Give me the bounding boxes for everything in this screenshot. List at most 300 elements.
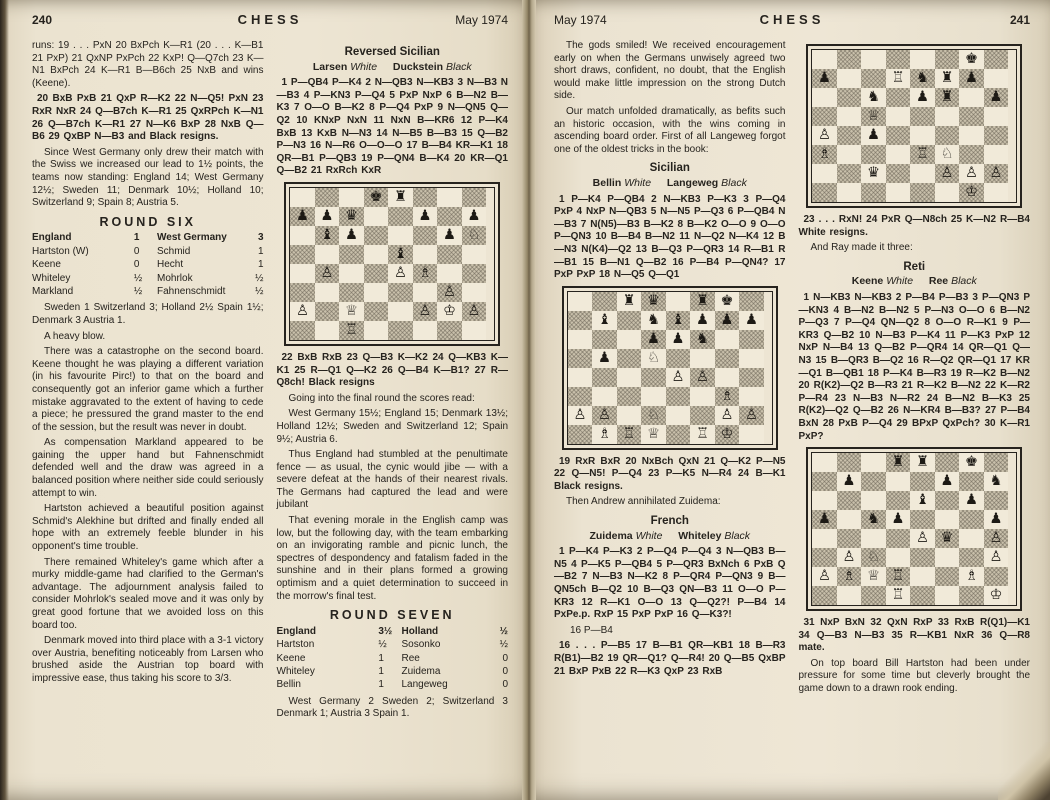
chess-piece: ♙ <box>462 302 487 321</box>
score-value: 1 <box>378 679 384 691</box>
chess-square <box>837 586 862 605</box>
chess-square <box>861 145 886 164</box>
book-spine-edge <box>0 0 9 800</box>
chess-piece: ♞ <box>861 510 886 529</box>
chess-square <box>984 107 1009 126</box>
chess-piece: ♙ <box>568 406 593 425</box>
chess-square <box>886 183 911 202</box>
chess-square <box>910 548 935 567</box>
page-number: 241 <box>1009 13 1030 27</box>
chess-piece: ♙ <box>837 548 862 567</box>
player-name: Hecht <box>157 259 184 271</box>
chess-square <box>617 406 642 425</box>
chess-piece: ♟ <box>462 207 487 226</box>
game-opening-title: Reti <box>903 260 926 273</box>
chess-piece: ♙ <box>812 126 837 145</box>
chess-square <box>837 453 862 472</box>
round-six-heading: ROUND SIX <box>99 214 196 229</box>
chess-square <box>984 50 1009 69</box>
chess-square <box>959 145 984 164</box>
score-value: 0 <box>502 666 508 678</box>
score-row <box>32 258 264 271</box>
paragraph: Since West Germany only drew their match with the Swiss we increased our lead to 1½ points, the teams now standing: England 14; West Germany 12½; Sweden 11; Denmark 10½; Holland 10; Switzerland 9; Spain 8; Austria 5. <box>32 146 264 209</box>
chess-piece: ♞ <box>984 472 1009 491</box>
game-moves: 1 P—QB4 P—K4 2 N—QB3 N—KB3 3 N—B3 N—B3 4 P—KN3 P—Q4 5 PxP NxP 6 B—N2 B—K3 7 O—O B—K2 8 P—Q4 PxP 9 N—QN5 Q—Q2 10 KNxP NxN 11 NxN B—KR6 12 P—K4 BxB 13 KxB N—N3 14 N—B5 B—B3 15 Q—B2 P—N3 16 N—R6 O—O—O 17 B—B4 KR—K1 18 QR—B1 P—QB3 19 P—QN4 B—K4 20 KR—Q1 Q—B2 21 RxRch KxR <box>276 77 508 177</box>
chess-square <box>935 453 960 472</box>
chess-square <box>568 330 593 349</box>
white-label: White <box>635 529 663 542</box>
player-name: Whiteley <box>32 272 71 284</box>
white-label: White <box>350 60 378 73</box>
black-player: Langeweg <box>666 176 719 189</box>
paragraph: And Ray made it three: <box>810 242 913 254</box>
chess-square <box>910 183 935 202</box>
score-value: 0 <box>133 245 140 257</box>
chess-square <box>437 207 462 226</box>
chess-square <box>861 586 886 605</box>
chess-square <box>315 283 340 302</box>
chess-square <box>715 330 740 349</box>
chess-square <box>812 88 837 107</box>
chess-square <box>959 586 984 605</box>
chess-piece: ♖ <box>690 425 715 444</box>
chess-piece: ♙ <box>715 406 740 425</box>
chess-piece: ♖ <box>886 567 911 586</box>
white-label: White <box>886 275 914 288</box>
chess-piece: ♙ <box>592 406 617 425</box>
game-moves: 1 P—K4 P—K3 2 P—Q4 P—Q4 3 N—QB3 B—N5 4 P—K5 P—QB4 5 P—QR3 BxNch 6 PxB Q—B2 7 N—B3 N—K2 8 P—QR4 P—QN3 9 B—QN5ch B—Q2 10 B—Q3 QN—B3 11 O—O P—KR3 12 R—K1 O—O 13 Q—Q2?! P—B4 14 PxPe.p. RxP 15 PxP PxP 16 Q—K3?! <box>554 546 786 621</box>
white-player: Bellin <box>592 176 622 189</box>
chess-piece: ♜ <box>886 453 911 472</box>
chess-piece: ♔ <box>715 425 740 444</box>
chess-piece: ♝ <box>315 226 340 245</box>
chess-square <box>984 453 1009 472</box>
chess-piece: ♙ <box>413 302 438 321</box>
player-name: England <box>276 625 316 637</box>
chess-board <box>568 292 772 444</box>
chess-square <box>886 107 911 126</box>
player-name: Holland <box>401 625 439 637</box>
chess-square <box>910 107 935 126</box>
score-value: 1 <box>133 232 140 244</box>
score-row <box>32 285 264 298</box>
chess-square <box>886 548 911 567</box>
chess-square <box>339 283 364 302</box>
chess-piece: ♙ <box>959 164 984 183</box>
game-opening-title: Reversed Sicilian <box>344 46 440 58</box>
chess-square <box>315 302 340 321</box>
chess-square <box>339 245 364 264</box>
black-label: Black <box>724 529 751 542</box>
score-value: 3 <box>257 232 264 244</box>
chess-square <box>837 529 862 548</box>
score-value: 0 <box>502 652 508 664</box>
chess-square <box>413 188 438 207</box>
chess-square <box>290 245 315 264</box>
chess-piece: ♕ <box>339 302 364 321</box>
chess-square <box>959 510 984 529</box>
round-six-table <box>32 231 264 298</box>
paragraph: Going into the final round the scores read: <box>288 392 475 404</box>
paragraph: West Germany 2 Sweden 2; Switzerland 3 Denmark 1; Austria 3 Spain 1. <box>276 695 508 720</box>
chess-square <box>910 164 935 183</box>
chess-piece: ♜ <box>910 453 935 472</box>
chess-square <box>861 529 886 548</box>
chess-piece: ♜ <box>935 88 960 107</box>
chess-piece: ♖ <box>910 145 935 164</box>
chess-piece: ♟ <box>690 311 715 330</box>
chess-square <box>812 50 837 69</box>
chess-square <box>641 368 666 387</box>
chess-square <box>364 264 389 283</box>
chess-piece: ♟ <box>290 207 315 226</box>
chess-square <box>568 387 593 406</box>
chess-square <box>715 349 740 368</box>
game-moves: 1 N—KB3 N—KB3 2 P—B4 P—B3 3 P—QN3 P—KN3 4 B—N2 B—N2 5 P—N3 O—O 6 B—N2 P—Q3 7 P—Q4 QN—Q2 8 O—O R—K1 9 P—KR3 Q—B2 10 N—B3 P—K4 11 P—K3 PxP 12 NxP N—B4 13 Q—B2 P—QR4 14 QR—Q1 Q—N3 15 B—QR3 B—Q2 16 R—Q2 QR—Q1 17 KR—Q1 B—QB1 18 P—K4 B—R3 19 R—K2 B—N2 20 R(K2)—Q2 B—R3 21 R—K2 B—N2 22 K—R2 P—R4 23 N—B3 N—R2 24 B—N2 B—K3 25 R(K2)—Q2 Q—B2 26 N—KR4 B—B3? 27 P—B4 BxN 28 PxB P—Q4 29 BPxP QxPch? 30 K—R1 PxP? <box>798 291 1030 442</box>
chess-square <box>886 529 911 548</box>
chess-square <box>462 245 487 264</box>
chess-square <box>666 406 691 425</box>
chess-square <box>462 283 487 302</box>
paragraph: runs: 19 . . . PxN 20 BxPch K—R1 (20 . . . K—B1 21 PxP) 21 QxNP PxPch 22 KxP! Q—Q7ch 23 K—N1 BxPch 24 K—R1 B—B6ch 25 NxB and wins (Keene). <box>32 40 264 89</box>
chess-piece: ♗ <box>413 264 438 283</box>
score-value: ½ <box>133 272 143 284</box>
chess-piece: ♗ <box>592 425 617 444</box>
chess-square <box>886 145 911 164</box>
chess-square <box>812 548 837 567</box>
page-columns <box>32 40 508 724</box>
page-gutter <box>522 0 536 800</box>
chess-piece: ♟ <box>959 491 984 510</box>
page-240 <box>0 0 522 800</box>
chess-piece: ♜ <box>617 292 642 311</box>
paragraph: On top board Bill Hartston had been under pressure for some time but cleverly brought the game down to a drawn rook ending. <box>798 657 1030 695</box>
chess-square <box>812 491 837 510</box>
chess-square <box>910 510 935 529</box>
score-value: 0 <box>502 679 508 691</box>
game-players <box>277 61 509 74</box>
chess-square <box>388 321 413 340</box>
game-players <box>554 530 786 543</box>
chess-piece: ♞ <box>690 330 715 349</box>
paragraph: Thus England had stumbled at the penultimate fence — as usual, the cynic would jibe — with a severe defeat at the hands of their nearest rivals. The Germans had captured the lead and were jubilant <box>276 449 508 511</box>
page-header <box>554 12 1030 27</box>
chess-square <box>364 283 389 302</box>
page-columns <box>554 40 1030 699</box>
score-value: ½ <box>499 639 508 651</box>
chess-square <box>617 349 642 368</box>
chess-square <box>910 567 935 586</box>
paragraph: West Germany 15½; England 15; Denmark 13½; Holland 12½; Sweden and Switzerland 12; Spain 9½; Austria 6. <box>276 408 508 445</box>
chess-piece: ♖ <box>339 321 364 340</box>
chess-square <box>437 321 462 340</box>
player-name: Bellin <box>276 679 301 691</box>
chess-square <box>935 126 960 145</box>
round-seven-heading: ROUND SEVEN <box>329 608 455 623</box>
chess-square <box>641 387 666 406</box>
score-value: ½ <box>378 639 387 651</box>
chess-square <box>886 50 911 69</box>
chess-piece: ♔ <box>959 183 984 202</box>
score-value: 0 <box>133 259 140 271</box>
round-seven-table <box>277 625 509 692</box>
black-label: Black <box>445 60 472 73</box>
chess-square <box>290 264 315 283</box>
score-row <box>277 678 509 691</box>
chess-piece: ♕ <box>861 567 886 586</box>
chess-square <box>568 368 593 387</box>
chess-piece: ♟ <box>666 330 691 349</box>
chess-piece: ♟ <box>315 207 340 226</box>
chess-square <box>592 330 617 349</box>
chess-piece: ♟ <box>910 88 935 107</box>
chess-piece: ♟ <box>413 207 438 226</box>
chess-diagram-2 <box>562 286 778 450</box>
page-corner-curl <box>998 742 1050 800</box>
score-row <box>32 231 264 244</box>
chess-piece: ♗ <box>715 387 740 406</box>
chess-square <box>617 368 642 387</box>
chess-piece: ♞ <box>641 311 666 330</box>
chess-diagram-3 <box>806 44 1022 208</box>
chess-square <box>935 510 960 529</box>
chess-square <box>837 88 862 107</box>
chess-piece: ♔ <box>437 302 462 321</box>
game-moves: 16 . . . P—B5 17 B—B1 QR—KB1 18 B—R3 R(B1)—B2 19 QR—Q1? Q—R4! 20 Q—B5 QxBP 21 BxP PxB 22 R—K3 QxP 23 RxB <box>554 640 786 677</box>
chess-board <box>290 188 494 340</box>
white-player: Keene <box>851 275 884 288</box>
player-name: England <box>32 232 72 244</box>
chess-piece: ♚ <box>959 453 984 472</box>
chess-piece: ♟ <box>837 472 862 491</box>
score-row <box>277 625 509 638</box>
chess-piece: ♝ <box>666 311 691 330</box>
chess-piece: ♖ <box>886 586 911 605</box>
chess-piece: ♗ <box>959 567 984 586</box>
chess-square <box>910 586 935 605</box>
chess-piece: ♛ <box>861 164 886 183</box>
chess-square <box>437 245 462 264</box>
chess-piece: ♝ <box>592 311 617 330</box>
player-name: Langeweg <box>401 679 448 691</box>
chess-piece: ♟ <box>339 226 364 245</box>
chess-square <box>959 472 984 491</box>
chess-square <box>837 145 862 164</box>
chess-square <box>739 387 764 406</box>
chess-square <box>592 368 617 387</box>
chess-square <box>984 126 1009 145</box>
variation-note: 16 P—B4 <box>570 624 613 636</box>
chess-piece: ♙ <box>984 529 1009 548</box>
chess-piece: ♟ <box>437 226 462 245</box>
player-name: Hartston (W) <box>32 245 89 257</box>
chess-piece: ♟ <box>935 472 960 491</box>
chess-piece: ♟ <box>812 69 837 88</box>
score-value: 1 <box>378 652 384 664</box>
chess-piece: ♟ <box>959 69 984 88</box>
paragraph: A heavy blow. <box>44 330 106 342</box>
game-moves: 23 . . . RxN! 24 PxR Q—N8ch 25 K—N2 R—B4 White resigns. <box>798 214 1030 238</box>
chess-square <box>413 226 438 245</box>
chess-square <box>364 226 389 245</box>
column-2 <box>277 40 509 724</box>
chess-square <box>837 126 862 145</box>
chess-square <box>861 50 886 69</box>
chess-piece: ♘ <box>641 349 666 368</box>
score-row <box>32 245 264 258</box>
chess-square <box>935 183 960 202</box>
chess-piece: ♙ <box>666 368 691 387</box>
chess-square <box>666 349 691 368</box>
chess-square <box>462 264 487 283</box>
column-3 <box>554 40 786 699</box>
chess-piece: ♟ <box>739 311 764 330</box>
chess-square <box>739 330 764 349</box>
chess-piece: ♛ <box>641 292 666 311</box>
chess-square <box>290 321 315 340</box>
player-name: Keene <box>32 259 61 271</box>
game-moves: 1 P—K4 P—QB4 2 N—KB3 P—K3 3 P—Q4 PxP 4 NxP N—QB3 5 N—N5 P—Q3 6 P—QB4 N—B3 7 N(N5)—B3 B—K2 8 B—K2 O—O 9 O—O P—QN3 10 B—B4 B—N2 11 N—Q2 N—K4 12 B—N3 N(K4)—Q2 13 B—Q3 P—QR3 14 R—B1 R—B1 15 B—N1 Q—B2 16 P—B4 P—QN4? 17 PxP PxP 18 N—Q5 Q—Q1 <box>554 193 786 281</box>
page-header <box>32 12 508 27</box>
chess-square <box>837 50 862 69</box>
chess-piece: ♙ <box>984 164 1009 183</box>
game-opening-title: Sicilian <box>649 162 690 175</box>
chess-square <box>339 188 364 207</box>
paragraph: Our match unfolded dramatically, as befits such an historic occasion, with the wins coming in ascending board order. First of all Langeweg forgot one of the oldest tricks in the book: <box>554 105 786 155</box>
chess-square <box>315 321 340 340</box>
player-name: Markland <box>32 285 74 297</box>
page-number: 240 <box>32 13 53 27</box>
chess-piece: ♚ <box>715 292 740 311</box>
game-moves: 31 NxP BxN 32 QxN RxP 33 RxB R(Q1)—K1 34 Q—B3 N—B3 35 R—KB1 NxR 36 Q—R8 mate. <box>798 617 1030 654</box>
chess-square <box>935 107 960 126</box>
chess-square <box>364 321 389 340</box>
chess-square <box>437 264 462 283</box>
paragraph: That evening morale in the English camp was low, but the following day, with the team embarking on an invigorating ramble and picnic lunch, the spectres of despondency and fatalism faded in the sunshine and in their plans formed a growing optimism and a quiet determination to succeed in the morrow's final test. <box>276 515 508 602</box>
chess-piece: ♕ <box>641 425 666 444</box>
chess-piece: ♙ <box>315 264 340 283</box>
chess-square <box>837 510 862 529</box>
chess-piece: ♙ <box>935 164 960 183</box>
player-name: Mohrlok <box>157 272 193 284</box>
score-value: ½ <box>499 625 508 637</box>
game-moves: 20 BxB PxB 21 QxP R—K2 22 N—Q5! PxN 23 RxR NxR 24 Q—B7ch K—R1 25 QxRPch K—N1 26 Q—B7ch K—R1 27 N—K6 BxP 28 NxB Q—B6 29 QxBP N—B3 and Black resigns. <box>32 93 264 143</box>
chess-square <box>812 107 837 126</box>
chess-piece: ♟ <box>715 311 740 330</box>
chess-square <box>984 145 1009 164</box>
chess-board <box>812 453 1016 605</box>
chess-piece: ♟ <box>641 330 666 349</box>
chess-piece: ♗ <box>812 145 837 164</box>
chess-square <box>935 586 960 605</box>
chess-square <box>388 207 413 226</box>
chess-square <box>910 126 935 145</box>
score-value: 1 <box>378 666 384 678</box>
chess-square <box>666 292 691 311</box>
issue-date: May 1974 <box>554 13 607 27</box>
chess-square <box>739 349 764 368</box>
chess-square <box>290 188 315 207</box>
chess-square <box>959 529 984 548</box>
score-value: 3½ <box>378 625 393 637</box>
chess-square <box>812 164 837 183</box>
player-name: West Germany <box>157 232 227 244</box>
score-value: ½ <box>255 285 264 297</box>
chess-square <box>935 491 960 510</box>
black-label: Black <box>721 176 747 189</box>
game-moves: 19 RxR BxR 20 NxBch QxN 21 Q—K2 P—N5 22 Q—N5! P—Q4 23 P—K5 N—R4 24 B—K1 Black resigns. <box>554 455 786 492</box>
paragraph: Then Andrew annihilated Zuidema: <box>566 496 721 508</box>
magazine-title: CHESS <box>237 12 303 27</box>
game-players <box>799 275 1031 288</box>
chess-square <box>715 368 740 387</box>
chess-piece: ♛ <box>935 529 960 548</box>
score-row <box>277 638 509 651</box>
page-241 <box>536 0 1050 800</box>
chess-square <box>739 292 764 311</box>
chess-square <box>837 183 862 202</box>
chess-piece: ♙ <box>984 548 1009 567</box>
chess-square <box>315 188 340 207</box>
chess-square <box>568 425 593 444</box>
chess-square <box>812 183 837 202</box>
chess-piece: ♙ <box>739 406 764 425</box>
chess-square <box>861 472 886 491</box>
chess-square <box>935 548 960 567</box>
game-moves: 22 BxB RxB 23 Q—B3 K—K2 24 Q—KB3 K—K1 25 R—Q1 Q—K2 26 Q—B4 K—B1? 27 R—Q8ch! Black resigns <box>276 351 508 389</box>
chess-square <box>592 387 617 406</box>
chess-square <box>861 69 886 88</box>
chess-piece: ♙ <box>812 567 837 586</box>
chess-square <box>364 245 389 264</box>
chess-piece: ♚ <box>959 50 984 69</box>
chess-square <box>812 586 837 605</box>
chess-piece: ♜ <box>690 292 715 311</box>
chess-piece: ♘ <box>935 145 960 164</box>
player-name: Hartston <box>276 639 315 651</box>
chess-piece: ♝ <box>388 245 413 264</box>
white-player: Zuidema <box>589 529 633 542</box>
chess-piece: ♟ <box>984 88 1009 107</box>
paragraph: There was a catastrophe on the second board. Keene thought he was playing a different variation (in his favourite Pirc!) to that on the board and consequently got an inferior game which a further mistake aggravated to the extent of having to cede a piece; he pressured the grand master to the end of the session, but the result was never in doubt. <box>32 346 264 433</box>
score-value: 1 <box>257 245 264 257</box>
chess-square <box>568 311 593 330</box>
chess-square <box>910 50 935 69</box>
chess-piece: ♟ <box>592 349 617 368</box>
chess-square <box>984 183 1009 202</box>
chess-square <box>617 330 642 349</box>
chess-piece: ♕ <box>861 107 886 126</box>
chess-piece: ♖ <box>617 425 642 444</box>
chess-square <box>837 491 862 510</box>
chess-square <box>617 387 642 406</box>
chess-square <box>984 69 1009 88</box>
column-4 <box>799 40 1031 699</box>
chess-square <box>364 302 389 321</box>
chess-diagram-1 <box>284 182 500 346</box>
chess-square <box>666 425 691 444</box>
black-player: Ree <box>928 275 949 288</box>
chess-square <box>315 245 340 264</box>
chess-square <box>886 472 911 491</box>
score-value: 1 <box>257 259 264 271</box>
chess-square <box>666 387 691 406</box>
white-player: Larsen <box>312 60 348 73</box>
issue-date: May 1974 <box>455 13 508 27</box>
chess-square <box>388 283 413 302</box>
chess-square <box>861 491 886 510</box>
game-players <box>554 177 786 190</box>
